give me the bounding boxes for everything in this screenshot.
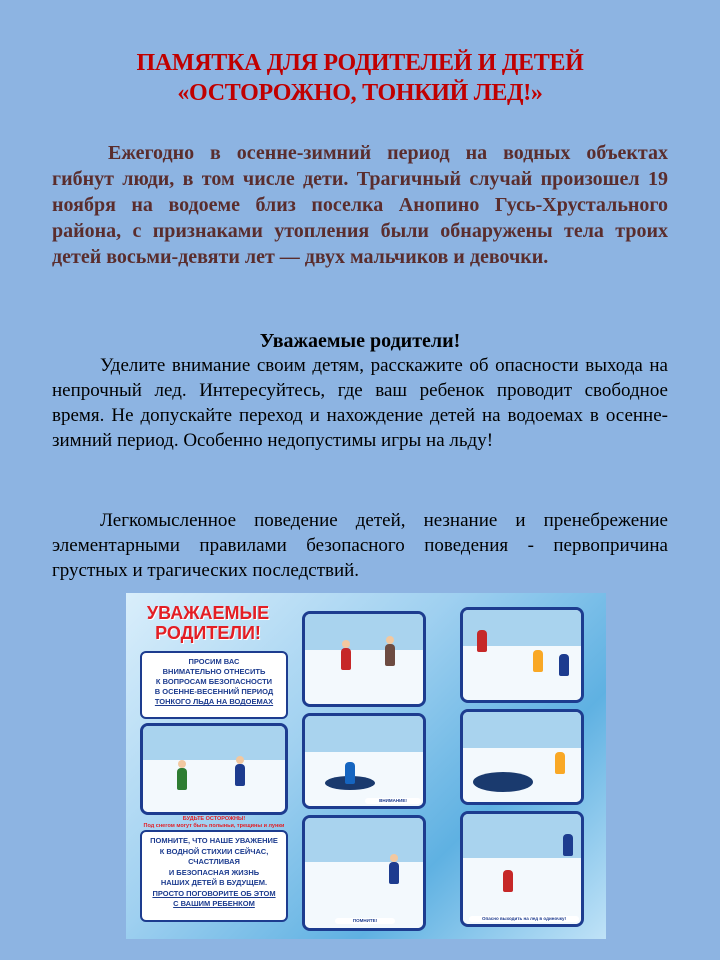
adult-figure	[389, 862, 399, 884]
safety-poster-image	[126, 593, 606, 939]
panel-ice-crack	[460, 709, 584, 805]
poster-top-line: ТОНКОГО ЛЬДА НА ВОДОЕМАХ	[154, 697, 274, 706]
panel-kids-walking	[460, 607, 584, 703]
poster-bottom-line: К ВОДНОЙ СТИХИИ СЕЙЧАС,	[159, 846, 269, 856]
child-figure	[341, 648, 351, 670]
panel-alone-on-ice	[460, 811, 584, 927]
title-line-1: ПАМЯТКА ДЛЯ РОДИТЕЛЕЙ И ДЕТЕЙ	[136, 50, 584, 76]
panel-ice	[143, 760, 285, 812]
poster-top-line: ПРОСИМ ВАС	[188, 657, 240, 666]
poster-bottom-line: И БЕЗОПАСНАЯ ЖИЗНЬ	[168, 867, 260, 877]
panel-ice	[305, 650, 423, 704]
poster-bottom-line: С ВАШИМ РЕБЕНКОМ	[173, 899, 255, 908]
poster-warning	[140, 816, 288, 830]
panel-sky	[143, 726, 285, 760]
panel-caption: Опасно выходить на лед в одиночку!	[469, 916, 579, 922]
poster-bottom-box	[140, 830, 288, 922]
panel-fall-through-ice	[302, 713, 426, 809]
child-figure	[559, 654, 569, 676]
child-figure	[533, 650, 543, 672]
panel-rescue	[302, 815, 426, 931]
poster-top-line: В ОСЕННЕ-ВЕСЕННИЙ ПЕРИОД	[154, 687, 274, 696]
ice-hole	[473, 772, 533, 792]
panel-caption: ВНИМАНИЕ!	[365, 798, 421, 804]
poster-top-box	[140, 651, 288, 719]
panel-sky	[305, 818, 423, 862]
child-figure	[177, 768, 187, 790]
child-figure	[235, 764, 245, 786]
panel-snow-play	[302, 611, 426, 707]
poster-heading-line-1: УВАЖАЕМЫЕ	[146, 603, 270, 623]
adult-figure	[385, 644, 395, 666]
poster-heading	[134, 603, 282, 643]
panel-hockey	[140, 723, 288, 815]
title-line-2: «ОСТОРОЖНО, ТОНКИЙ ЛЕД!»	[177, 80, 543, 106]
paragraph-1: Уделите внимание своим детям, расскажите об опасности выхода на непрочный лед. Интересуйтесь, где ваш ребенок проводит свободное время. Не допускайте переход и нахождение детей на водоемах в осенне-зимний период. Особенно недопустимы игры на льду!	[52, 355, 668, 451]
poster-bottom-line: НАШИХ ДЕТЕЙ В БУДУЩЕМ.	[160, 878, 268, 887]
child-figure	[345, 762, 355, 784]
child-figure	[563, 834, 573, 856]
subheading: Уважаемые родители!	[259, 330, 461, 352]
child-head	[236, 756, 244, 764]
poster-bottom-line: СЧАСТЛИВАЯ	[188, 857, 240, 866]
child-figure	[503, 870, 513, 892]
panel-sky	[463, 712, 581, 748]
child-figure	[555, 752, 565, 774]
poster-bottom-line: ПОМНИТЕ, ЧТО НАШЕ УВАЖЕНИЕ	[150, 836, 278, 845]
poster-top-line: К ВОПРОСАМ БЕЗОПАСНОСТИ	[155, 677, 273, 686]
adult-head	[390, 854, 398, 862]
paragraph-2: Легкомысленное поведение детей, незнание и пренебрежение элементарными правилами безопасного поведения - первопричина грустных и трагических последствий.	[52, 510, 668, 581]
child-figure	[477, 630, 487, 652]
page-title	[0, 48, 720, 108]
child-head	[178, 760, 186, 768]
poster-warning-title: БУДЬТЕ ОСТОРОЖНЫ!	[182, 816, 246, 822]
panel-ice	[463, 858, 581, 924]
poster-warning-text: Под снегом могут быть полыньи, трещины и лунки	[143, 823, 285, 829]
panel-caption: ПОМНИТЕ!	[335, 918, 395, 924]
adult-head	[386, 636, 394, 644]
child-head	[342, 640, 350, 648]
poster-top-line: ВНИМАТЕЛЬНО ОТНЕСИТЬ	[162, 667, 266, 676]
panel-sky	[305, 716, 423, 752]
intro-paragraph: Ежегодно в осенне-зимний период на водных объектах гибнут люди, в том числе дети. Трагичный случай произошел 19 ноября на водоеме близ поселка Анопино Гусь-Хрустального района, с признаками утопления были обнаружены тела троих детей восьми-девяти лет — двух мальчиков и девочки.	[52, 142, 668, 268]
poster-heading-line-2: РОДИТЕЛИ!	[155, 623, 261, 643]
poster-bottom-line: ПРОСТО ПОГОВОРИТЕ ОБ ЭТОМ	[152, 888, 276, 898]
panel-sky	[305, 614, 423, 650]
